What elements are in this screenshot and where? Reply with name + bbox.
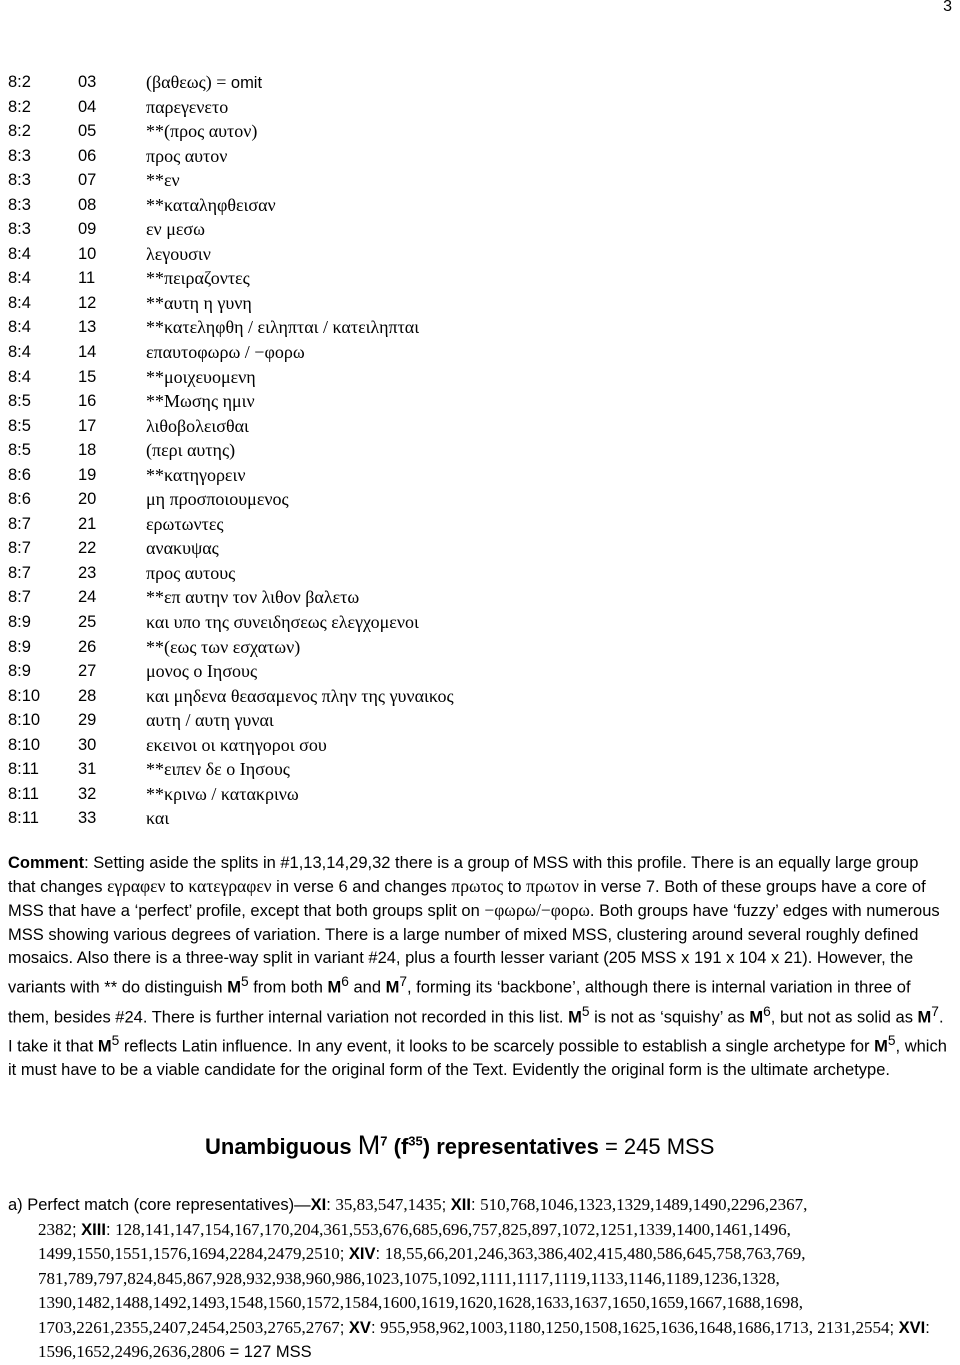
variant-number: 17	[78, 416, 97, 435]
variant-text	[146, 70, 262, 95]
variant-number: 06	[78, 146, 97, 165]
variant-number: 15	[78, 367, 97, 386]
variant-text	[146, 365, 256, 390]
variant-text	[146, 806, 169, 831]
variant-row	[8, 266, 908, 291]
variant-number: 27	[78, 662, 97, 681]
variant-row	[8, 217, 908, 242]
m-label: M	[227, 978, 241, 997]
verse-ref: 8:9	[8, 613, 31, 632]
m-label: M	[568, 1008, 582, 1027]
variant-greek: **επ αυτην τον λιθον βαλετω	[146, 587, 360, 608]
variant-row	[8, 782, 908, 807]
verse-ref: 8:10	[8, 686, 41, 705]
verse-ref: 8:4	[8, 318, 31, 337]
variant-text	[146, 757, 290, 782]
variant-greek: **καταληφθεισαν	[146, 194, 276, 215]
variant-row	[8, 315, 908, 340]
variant-note: omit	[230, 74, 263, 92]
variant-number: 16	[78, 392, 97, 411]
variant-text	[146, 291, 252, 316]
variant-number: 14	[78, 343, 97, 362]
variant-row	[8, 168, 908, 193]
heading-sup: 7	[380, 1133, 388, 1149]
variant-number: 11	[78, 269, 96, 288]
variant-text	[146, 414, 249, 439]
variant-row	[8, 95, 908, 120]
variant-number: 12	[78, 293, 97, 312]
variant-greek: λιθοβολεισθαι	[146, 415, 249, 436]
variant-greek: εκεινοι οι κατηγοροι σου	[146, 734, 327, 755]
verse-ref: 8:5	[8, 416, 31, 435]
variant-number: 07	[78, 171, 97, 190]
m-sup: 5	[581, 1003, 590, 1019]
verse-ref: 8:2	[8, 97, 31, 116]
verse-ref: 8:7	[8, 588, 31, 607]
variant-text	[146, 266, 250, 291]
variant-row	[8, 536, 908, 561]
century-label: XV	[348, 1318, 371, 1337]
variant-greek: προς αυτους	[146, 562, 236, 583]
heading-sup: 35	[408, 1133, 423, 1149]
variant-text	[146, 193, 276, 218]
verse-ref: 8:11	[8, 809, 39, 828]
verse-ref: 8:4	[8, 293, 31, 312]
variant-greek: μονος ο Ιησους	[146, 661, 258, 682]
verse-ref: 8:2	[8, 122, 31, 141]
m-label: M	[917, 1008, 932, 1027]
variant-row	[8, 635, 908, 660]
representatives-list: a) Perfect match (core representatives)—XI: 35,83,547,1435; XII: 510,768,1046,1323,1329,1489,1490,2296,2367, 2382; XIII: 128,141,147,154,167,170,204,361,553,676,685,696,757,825,897,1072,1251,1339,1400,1461,1496, 1499,1550,1551,1576,1694,2284,2479,2510; XIV: 18,55,66,201,246,363,386,402,415,480,586,645,758,763,769, 781,789,797,824,845,867,928,932,938,960,986,1023,1075,1092,1111,1117,1119,1133,1146,1189,1236,1328, 1390,1482,1488,1492,1493,1548,1560,1572,1584,1600,1619,1620,1628,1633,1637,1650,1659,1667,1688,1698, 1703,2261,2355,2407,2454,2503,2765,2767; XV: 955,958,962,1003,1180,1250,1508,1625,1636,1648,1686,1713, 2131,2554; XVI: 1596,1652,2496,2636,2806 = 127 MSS	[8, 1193, 953, 1365]
variant-greek: **(προς αυτον)	[146, 121, 258, 142]
variant-greek: **μοιχευομενη	[146, 366, 256, 387]
ms-list: 955,958,962,1003,1180,1250,1508,1625,1636,1648,1686,1713, 2131,2554	[380, 1317, 890, 1337]
variant-row	[8, 144, 908, 169]
m-sup: 7	[931, 1003, 939, 1019]
verse-ref: 8:7	[8, 539, 31, 558]
comment-text: to	[503, 878, 527, 897]
ms-list: 35,83,547,1435	[335, 1195, 442, 1214]
variant-text	[146, 95, 228, 120]
variant-text	[146, 561, 235, 586]
variant-row	[8, 340, 908, 365]
variant-text	[146, 438, 235, 463]
variant-row	[8, 463, 908, 488]
greek-word: εγραφεν	[107, 876, 166, 897]
variant-row	[8, 365, 908, 390]
verse-ref: 8:4	[8, 367, 31, 386]
variant-row	[8, 242, 908, 267]
m-sup: 7	[399, 974, 407, 990]
verse-ref: 8:5	[8, 441, 31, 460]
m-label: M	[97, 1037, 112, 1056]
heading-text: (f	[387, 1134, 409, 1159]
variant-number: 22	[78, 539, 97, 558]
variant-row	[8, 757, 908, 782]
comment-paragraph	[8, 852, 948, 1082]
variant-greek: **κρινω / κατακρινω	[146, 783, 299, 804]
verse-ref: 8:3	[8, 220, 31, 239]
variant-number: 05	[78, 122, 97, 141]
comment-text: and	[348, 978, 386, 997]
century-label: XIII	[81, 1220, 106, 1239]
comment-text: in verse 7. Both of these groups have a core of MSS that have a ‘perfect’ profile, except that both groups split on	[8, 878, 926, 921]
variant-number: 03	[78, 73, 97, 91]
century-label: XVI	[898, 1318, 926, 1337]
variant-greek: και	[146, 808, 170, 829]
variant-number: 21	[78, 514, 97, 533]
comment-text: , but not as solid as	[770, 1008, 918, 1027]
century-label: XI	[310, 1196, 327, 1214]
variant-number: 32	[78, 784, 97, 803]
variant-text	[146, 217, 205, 242]
variant-row	[8, 70, 908, 95]
m-sup: 6	[763, 1003, 771, 1019]
heading-text: Unambiguous	[205, 1134, 358, 1159]
variant-number: 10	[78, 244, 97, 263]
variant-text	[146, 144, 227, 169]
variant-row	[8, 733, 908, 758]
variant-number: 29	[78, 711, 97, 730]
comment-text: in verse 6 and changes	[271, 878, 452, 897]
greek-word: πρωτος	[451, 876, 504, 897]
variant-number: 19	[78, 465, 97, 484]
greek-word: −φωρω/−φορω	[484, 900, 590, 921]
comment-text: : Setting aside the splits in #1,13,14,29,32 there is a group of MSS with this profile. There is an equally large group that changes	[8, 854, 919, 897]
variant-number: 18	[78, 441, 97, 460]
verse-ref: 8:9	[8, 637, 31, 656]
variant-greek: **εν	[146, 170, 180, 191]
variant-text	[146, 659, 257, 684]
verse-ref: 8:7	[8, 514, 31, 533]
variant-greek: **αυτη η γυνη	[146, 292, 252, 313]
verse-ref: 8:10	[8, 711, 41, 730]
comment-text: . I take it that	[8, 1008, 944, 1056]
variant-text	[146, 487, 289, 512]
variant-greek: παρεγενετο	[146, 96, 229, 117]
page-number: 3	[943, 0, 952, 15]
verse-ref: 8:11	[8, 760, 39, 779]
variant-greek: ερωτωντες	[146, 513, 224, 534]
variant-greek: εν μεσω	[146, 219, 205, 240]
variant-greek: προς αυτον	[146, 145, 228, 166]
variant-number: 31	[78, 760, 97, 779]
verse-ref: 8:4	[8, 244, 31, 263]
verse-ref: 8:10	[8, 735, 41, 754]
variant-text	[146, 684, 454, 709]
ms-list: 1596,1652,2496,2636,2806	[38, 1342, 225, 1361]
comment-text: , forming its ‘backbone’, although there is internal variation in three of them, besides #24. There is further internal variation not recorded in this list.	[8, 978, 911, 1027]
variant-greek: **Μωσης ημιν	[146, 391, 255, 412]
reps-continuation: 2382; XIII: 128,141,147,154,167,170,204,361,553,676,685,696,757,825,897,1072,1251,1339,1400,1461,1496, 1499,1550,1551,1576,1694,2284,2479,2510; XIV: 18,55,66,201,246,363,386,402,415,480,586,645,758,763,769, 781,789,797,824,845,867,928,932,938,960,986,1023,1075,1092,1111,1117,1119,1133,1146,1189,1236,1328, 1390,1482,1488,1492,1493,1548,1560,1572,1584,1600,1619,1620,1628,1633,1637,1650,1659,1667,1688,1698, 1703,2261,2355,2407,2454,2503,2765,2767; XV: 955,958,962,1003,1180,1250,1508,1625,1636,1648,1686,1713, 2131,2554; XVI: 1596,1652,2496,2636,2806 = 127 MSS	[38, 1219, 930, 1361]
century-label: XII	[450, 1196, 471, 1214]
variant-greek: (βαθεως) =	[146, 72, 231, 92]
variant-number: 28	[78, 686, 97, 705]
variant-number: 25	[78, 613, 97, 632]
m-label: M	[749, 1008, 764, 1027]
reps-total: = 127 MSS	[225, 1343, 312, 1361]
variant-text	[146, 782, 299, 807]
variant-row	[8, 438, 908, 463]
verse-ref: 8:4	[8, 343, 31, 362]
m-sup: 6	[341, 974, 349, 990]
variant-greek: **κατηγορειν	[146, 464, 246, 485]
verse-ref: 8:3	[8, 146, 31, 165]
variant-greek: λεγουσιν	[146, 243, 211, 264]
variant-greek: και υπο της συνειδησεως ελεγχομενοι	[146, 612, 419, 633]
comment-label: Comment	[8, 854, 85, 872]
verse-ref: 8:3	[8, 195, 31, 214]
variant-number: 33	[78, 809, 97, 828]
m-label: M	[874, 1037, 888, 1056]
variant-row	[8, 389, 908, 414]
ms-list: 128,141,147,154,167,170,204,361,553,676,685,696,757,825,897,1072,1251,1339,1400,1461,1496, 1499,1550,1551,1576,1694,2284,2479,2510	[38, 1219, 791, 1263]
variant-row	[8, 414, 908, 439]
variant-text	[146, 340, 305, 365]
variant-greek: επαυτοφωρω / −φορω	[146, 342, 305, 363]
variant-row	[8, 708, 908, 733]
variant-greek: **ειπεν δε ο Ιησους	[146, 759, 290, 780]
verse-ref: 8:11	[8, 784, 39, 803]
verse-ref: 8:6	[8, 490, 31, 509]
greek-word: κατεγραφεν	[188, 876, 272, 897]
m-label: M	[327, 978, 342, 997]
m-sup: 5	[240, 974, 249, 990]
m-sup: 5	[887, 1033, 896, 1049]
ms-list: 2382	[38, 1219, 72, 1239]
verse-ref: 8:3	[8, 171, 31, 190]
variant-number: 30	[78, 735, 97, 754]
variant-number: 23	[78, 563, 97, 582]
heading-count: = 245 MSS	[598, 1134, 715, 1159]
section-heading	[205, 1130, 714, 1161]
variant-text	[146, 708, 274, 733]
variant-number: 24	[78, 588, 97, 607]
variant-row	[8, 119, 908, 144]
heading-m: M	[357, 1130, 381, 1160]
variant-text	[146, 389, 255, 414]
variant-list	[8, 70, 908, 831]
variant-row	[8, 659, 908, 684]
variant-text	[146, 315, 419, 340]
variant-row	[8, 806, 908, 831]
variant-number: 20	[78, 490, 97, 509]
variant-row	[8, 561, 908, 586]
verse-ref: 8:4	[8, 269, 31, 288]
variant-row	[8, 487, 908, 512]
variant-number: 04	[78, 97, 97, 116]
variant-greek: (περι αυτης)	[146, 440, 236, 461]
variant-greek: και μηδενα θεασαμενος πλην της γυναικος	[146, 685, 454, 706]
variant-row	[8, 684, 908, 709]
comment-text: reflects Latin influence. In any event, it looks to be scarcely possible to establish a single archetype for	[119, 1037, 875, 1056]
variant-row	[8, 193, 908, 218]
ms-list: 18,55,66,201,246,363,386,402,415,480,586,645,758,763,769, 781,789,797,824,845,867,928,932,938,960,986,1023,1075,1092,1111,1117,1119,1133,1146,1189,1236,1328, 1390,1482,1488,1492,1493,1548,1560,1572,1584,1600,1619,1620,1628,1633,1637,1650,1659,1667,1688,1698, 1703,2261,2355,2407,2454,2503,2765,2767	[38, 1244, 806, 1337]
verse-ref: 8:9	[8, 662, 31, 681]
variant-text	[146, 119, 257, 144]
century-label: XIV	[348, 1245, 376, 1263]
variant-row	[8, 291, 908, 316]
heading-text: ) representatives	[422, 1134, 599, 1159]
verse-ref: 8:5	[8, 392, 31, 411]
variant-text	[146, 168, 180, 193]
verse-ref: 8:2	[8, 73, 31, 91]
variant-text	[146, 635, 300, 660]
ms-list: 510,768,1046,1323,1329,1489,1490,2296,2367,	[480, 1195, 808, 1214]
variant-text	[146, 733, 327, 758]
comment-text: from both	[248, 978, 328, 997]
verse-ref: 8:7	[8, 563, 31, 582]
comment-text: to	[165, 878, 189, 897]
variant-greek: **(εως των εσχατων)	[146, 636, 301, 657]
variant-text	[146, 610, 419, 635]
variant-greek: ανακυψας	[146, 538, 219, 559]
variant-text	[146, 585, 359, 610]
comment-text: , which it must have to be a viable candidate for the original form of the Text. Evidently the original form is the ultimate archetype.	[8, 1037, 947, 1080]
variant-greek: αυτη / αυτη γυναι	[146, 710, 274, 731]
variant-row	[8, 585, 908, 610]
variant-number: 26	[78, 637, 97, 656]
variant-text	[146, 536, 219, 561]
variant-text	[146, 512, 224, 537]
variant-number: 08	[78, 195, 97, 214]
variant-number: 13	[78, 318, 97, 337]
verse-ref: 8:6	[8, 465, 31, 484]
m-sup: 5	[111, 1033, 120, 1049]
greek-word: πρωτον	[526, 876, 579, 897]
comment-text: . Both groups have ‘fuzzy’ edges with numerous MSS showing various degrees of variation. There is a large number of mixed MSS, clustering around several roughly defined mosaics. Also there is a three-way split in variant #24, plus a fourth lesser variant (205 MSS x 191 x 104 x 21). However, the variants with ** do distinguish	[8, 902, 940, 997]
variant-greek: **πειραζοντες	[146, 268, 250, 289]
variant-row	[8, 610, 908, 635]
variant-number: 09	[78, 220, 97, 239]
comment-text: is not as ‘squishy’ as	[589, 1008, 750, 1027]
reps-lead: a) Perfect match (core representatives)—	[8, 1196, 311, 1214]
m-label: M	[385, 978, 400, 997]
variant-text	[146, 242, 211, 267]
variant-text	[146, 463, 245, 488]
variant-row	[8, 512, 908, 537]
variant-greek: μη προσποιουμενος	[146, 489, 289, 510]
variant-greek: **κατεληφθη / ειληπται / κατειληπται	[146, 317, 420, 338]
